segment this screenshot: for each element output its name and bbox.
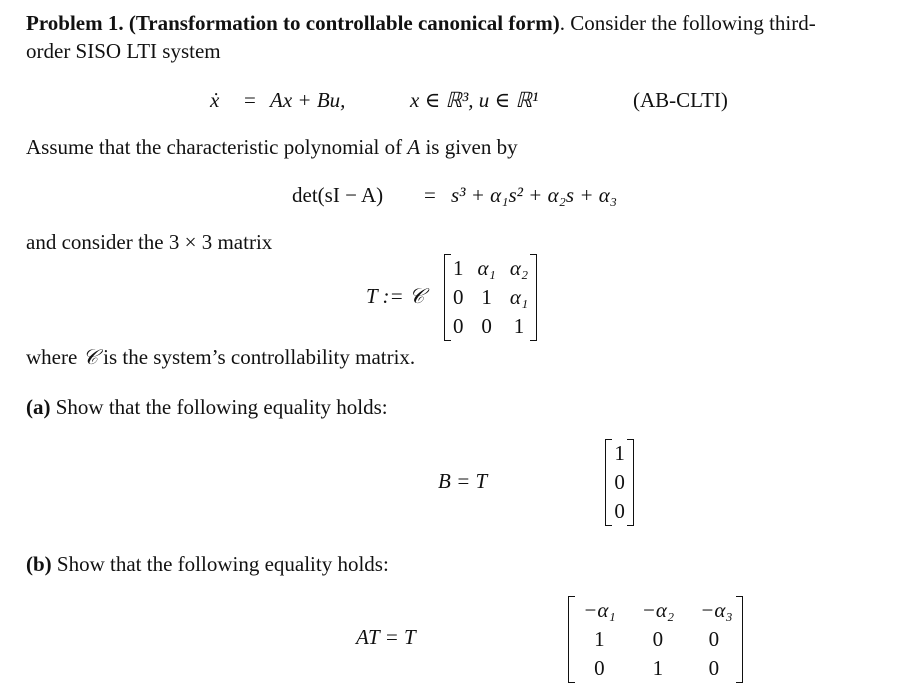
eq1-tag: (AB-CLTI) bbox=[633, 88, 728, 112]
AT-m02: −α₃ bbox=[700, 598, 733, 622]
part-b-heading bbox=[26, 552, 389, 577]
vec-2: 0 bbox=[614, 499, 625, 523]
eq1-equals: = bbox=[244, 88, 256, 112]
part-a-vector bbox=[607, 439, 632, 526]
vec-1: 0 bbox=[614, 470, 625, 494]
assume-after: is given by bbox=[420, 135, 518, 159]
eq1-rhs: Ax + Bu, bbox=[270, 88, 346, 112]
eq1-domain: x ∈ ℝ³, u ∈ ℝ¹ bbox=[410, 88, 539, 112]
charpoly-equals: = bbox=[424, 183, 436, 207]
AT-m10: 1 bbox=[594, 627, 605, 651]
T-m00: 1 bbox=[453, 256, 464, 280]
AT-m01: −α₂ bbox=[641, 598, 675, 622]
eq1-lhs: ẋ bbox=[210, 88, 220, 112]
T-m22: 1 bbox=[513, 314, 525, 338]
vec-0: 1 bbox=[614, 441, 625, 465]
T-m01: α₁ bbox=[477, 256, 496, 280]
charpoly-lhs: det(sI − A) bbox=[292, 183, 384, 207]
where-before: where bbox=[26, 345, 83, 369]
part-b-matrix bbox=[570, 596, 741, 683]
assume-text bbox=[26, 135, 518, 160]
part-a-text: Show that the following equality holds: bbox=[50, 395, 388, 419]
T-def-lhs: T := 𝒞 bbox=[366, 284, 425, 308]
AT-m00: −α₁ bbox=[583, 598, 616, 622]
T-m21: 0 bbox=[481, 314, 492, 338]
part-b-label: (b) bbox=[26, 552, 52, 576]
problem-intro-line2: order SISO LTI system bbox=[26, 39, 221, 63]
assume-before: Assume that the characteristic polynomial of bbox=[26, 135, 408, 159]
part-a-heading bbox=[26, 395, 388, 420]
assume-var: A bbox=[407, 135, 421, 159]
AT-m21: 1 bbox=[652, 656, 664, 680]
AT-m11: 0 bbox=[652, 627, 664, 651]
part-a-lhs: B = T bbox=[438, 469, 488, 493]
where-text bbox=[26, 345, 415, 370]
AT-m12: 0 bbox=[708, 627, 720, 651]
T-m20: 0 bbox=[453, 314, 464, 338]
where-after: is the system’s controllability matrix. bbox=[97, 345, 416, 369]
where-var: 𝒞 bbox=[82, 345, 98, 369]
T-m02: α₂ bbox=[509, 256, 529, 280]
T-m12: α₁ bbox=[509, 285, 529, 309]
part-a-label: (a) bbox=[26, 395, 51, 419]
T-matrix bbox=[446, 254, 535, 341]
charpoly-rhs: s³ + α₁s² + α₂s + α₃ bbox=[451, 183, 618, 207]
T-m11: 1 bbox=[481, 285, 492, 309]
consider-text: and consider the 3 × 3 matrix bbox=[26, 230, 273, 254]
problem-label: Problem 1. bbox=[26, 11, 124, 35]
part-b-lhs: AT = T bbox=[356, 625, 416, 649]
problem-heading bbox=[26, 11, 816, 36]
AT-m20: 0 bbox=[594, 656, 605, 680]
problem-title: (Transformation to controllable canonical form) bbox=[128, 11, 560, 35]
problem-intro: . Consider the following third- bbox=[559, 11, 816, 35]
T-m10: 0 bbox=[453, 285, 464, 309]
AT-m22: 0 bbox=[708, 656, 720, 680]
part-b-text: Show that the following equality holds: bbox=[51, 552, 389, 576]
